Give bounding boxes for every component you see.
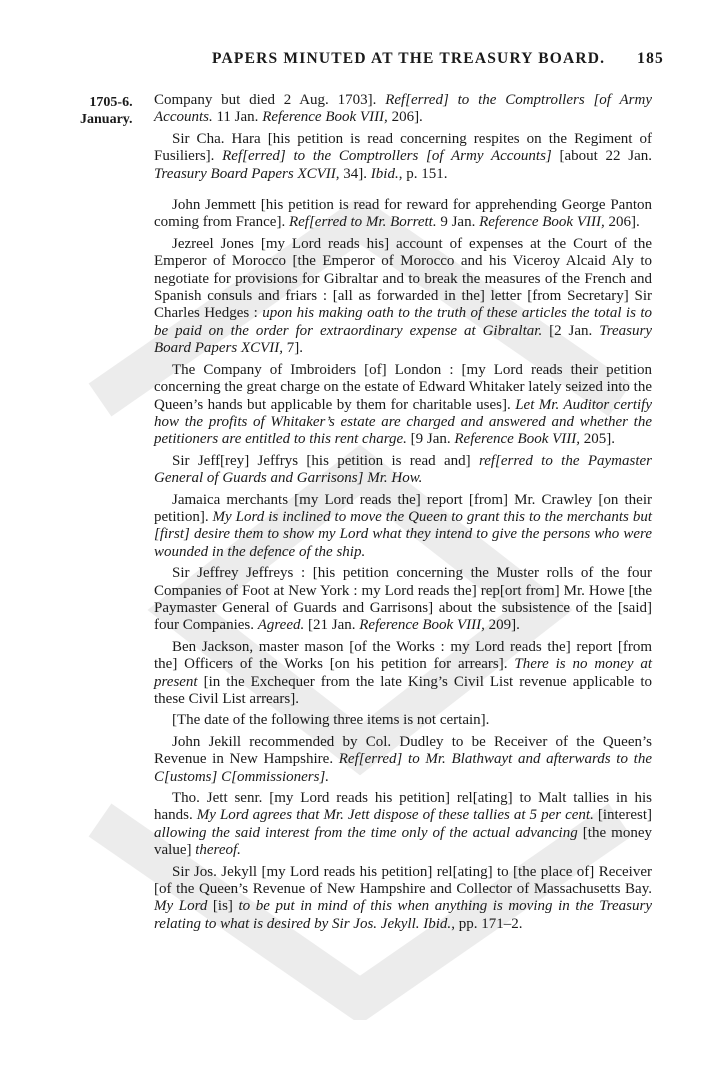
entry-text: 206]. <box>604 214 640 231</box>
italic-text: Reference Book VIII, <box>359 617 485 634</box>
italic-text: Ref[erred] to the Comptrollers [of Army Accounts] <box>222 148 552 165</box>
italic-text: Ref[erred to Mr. Borrett. <box>288 214 437 231</box>
entry-paragraph <box>154 362 652 449</box>
entry-text: Jezreel Jones [my Lord reads his] account of expenses at the Court of the Emperor of Morocco [the Emperor of Morocco and his Viceroy Alcaid Aly to negotiate for provisions for Gibraltar and to break the measures of the French and Spanish consuls and friars : [all as forwarded in the] letter [from Secretary] Sir Charles Hedges : <box>154 235 652 322</box>
italic-text: My Lord is inclined to move the Queen to grant this to the merchants but [first] desire them to show my Lord what they intend to give the persons who were wounded in the defence of the ship. <box>154 508 652 560</box>
entry-paragraph <box>154 92 652 127</box>
italic-text: Agreed. <box>257 617 305 634</box>
entry-text: 206]. <box>387 109 423 126</box>
entry-text: Tho. Jett senr. [my Lord reads his petition] rel[ating] to Malt tallies in his hands. <box>154 790 652 824</box>
entry-text: [9 Jan. <box>406 431 455 448</box>
margin-date <box>80 94 142 128</box>
entry-text: [21 Jan. <box>304 617 360 634</box>
entry-text: 209]. <box>484 617 520 634</box>
entry-paragraph <box>154 734 652 786</box>
entry-paragraph <box>154 236 652 358</box>
entry-paragraph <box>154 197 652 232</box>
entry-text: [is] <box>207 898 239 915</box>
entry-paragraph <box>154 712 652 729</box>
italic-text: Ibid. <box>370 165 399 182</box>
italic-text: There is no money at present <box>154 656 653 690</box>
entry-text: [in the Exchequer from the late King’s Civil List revenue applicable to these Civil List arrears]. <box>154 673 652 707</box>
page-body <box>154 92 652 937</box>
entry-paragraph <box>154 864 652 934</box>
running-header <box>212 50 664 68</box>
entry-text: , p. 151. <box>398 165 448 182</box>
entry-text: Ben Jackson, master mason [of the Works : my Lord reads the] report [from the] Officers of the Works [on his petition for arrears]. <box>154 638 652 673</box>
entry-paragraph <box>154 565 652 635</box>
italic-text: My Lord agrees that Mr. Jett dispose of these tallies at 5 per cent. <box>196 807 594 824</box>
margin-month: January. <box>80 112 133 127</box>
entry-text: Sir Jeffrey Jeffreys : [his petition concerning the Muster rolls of the four Companies of Foot at New York : my Lord reads the] rep[ort from] Mr. Howe [the Paymaster General of Guards and Garrisons] about the subsistence of the [said] four Companies. <box>154 565 652 634</box>
italic-text: Ibid. <box>423 915 452 932</box>
entry-text: [2 Jan. <box>542 322 600 339</box>
italic-text: Reference Book VIII, <box>454 431 581 448</box>
entry-text: 7]. <box>283 340 304 357</box>
italic-text: upon his making oath to the truth of these articles the total is to be paid on the order for extraordinary expense at Gibraltar. <box>154 305 652 339</box>
italic-text: Ref[erred] to the Comptrollers [of Army Accounts. <box>154 92 652 126</box>
italic-text: My Lord <box>154 898 208 915</box>
italic-text: allowing the said interest from the time only of the actual advancing <box>154 824 578 841</box>
entry-text: Sir Jeff[rey] Jeffrys [his petition is read and] <box>172 452 479 469</box>
page-number: 185 <box>637 50 664 67</box>
entry-text: [interest] <box>593 807 652 824</box>
entry-text: Sir Cha. Hara [his petition is read concerning respites on the Regiment of Fusiliers]. <box>154 130 652 165</box>
entry-text: 11 Jan. <box>212 109 263 126</box>
entry-text: [The date of the following three items is not certain]. <box>172 712 490 729</box>
italic-text: Treasury Board Papers XCVII, <box>154 165 340 182</box>
entry-text: 205]. <box>580 431 616 448</box>
entry-text: The Company of Imbroiders [of] London : [my Lord reads their petition concerning the great charge on the estate of Edward Whitaker lately seized into the Queen’s hands but applicable by them for charitable uses]. <box>154 361 652 413</box>
entry-text: Jamaica merchants [my Lord reads the] report [from] Mr. Crawley [on their petition]. <box>154 491 652 525</box>
italic-text: ref[erred to the Paymaster General of Guards and Garrisons] Mr. How. <box>154 452 652 487</box>
entry-paragraph <box>154 639 652 709</box>
entry-paragraph <box>154 492 652 562</box>
entry-text: [about 22 Jan. <box>551 148 652 165</box>
entry-text: Sir Jos. Jekyll [my Lord reads his petition] rel[ating] to [the place of] Receiver [of the Queen’s Revenue of New Hampshire and Collector of Massachusetts Bay. <box>154 863 652 898</box>
italic-text: Ref[erred] to Mr. Blathwayt and afterwards to the C[ustoms] C[ommissioners]. <box>154 751 652 785</box>
italic-text: to be put in mind of this when anything is moving in the Treasury relating to what is desired by Sir Jos. Jekyll. <box>154 898 652 932</box>
entry-paragraph <box>154 453 652 488</box>
entry-text: , pp. 171–2. <box>451 915 523 932</box>
italic-text: Reference Book VIII, <box>479 214 605 231</box>
italic-text: Reference Book VIII, <box>262 109 388 126</box>
running-title: PAPERS MINUTED AT THE TREASURY BOARD. <box>212 50 606 67</box>
italic-text: thereof. <box>195 842 241 859</box>
entry-text: 34]. <box>339 165 371 182</box>
entry-text: 9 Jan. <box>436 214 480 231</box>
entry-paragraph <box>154 790 652 860</box>
entry-text: John Jemmett [his petition is read for reward for apprehending George Panton coming from France]. <box>154 197 652 231</box>
entry-text: Company but died 2 Aug. 1703]. <box>154 92 386 108</box>
italic-text: Treasury Board Papers XCVII, <box>154 322 652 357</box>
entry-text: [the money value] <box>154 824 652 859</box>
entry-text: John Jekill recommended by Col. Dudley to be Receiver of the Queen’s Revenue in New Hampshire. <box>154 733 652 768</box>
italic-text: Let Mr. Auditor certify how the profits of Whitaker’s estate are charged and answered and whether the petitioners are entitled to this rent charge. <box>154 396 652 448</box>
margin-year: 1705-6. <box>89 95 133 110</box>
entry-paragraph <box>154 131 652 183</box>
